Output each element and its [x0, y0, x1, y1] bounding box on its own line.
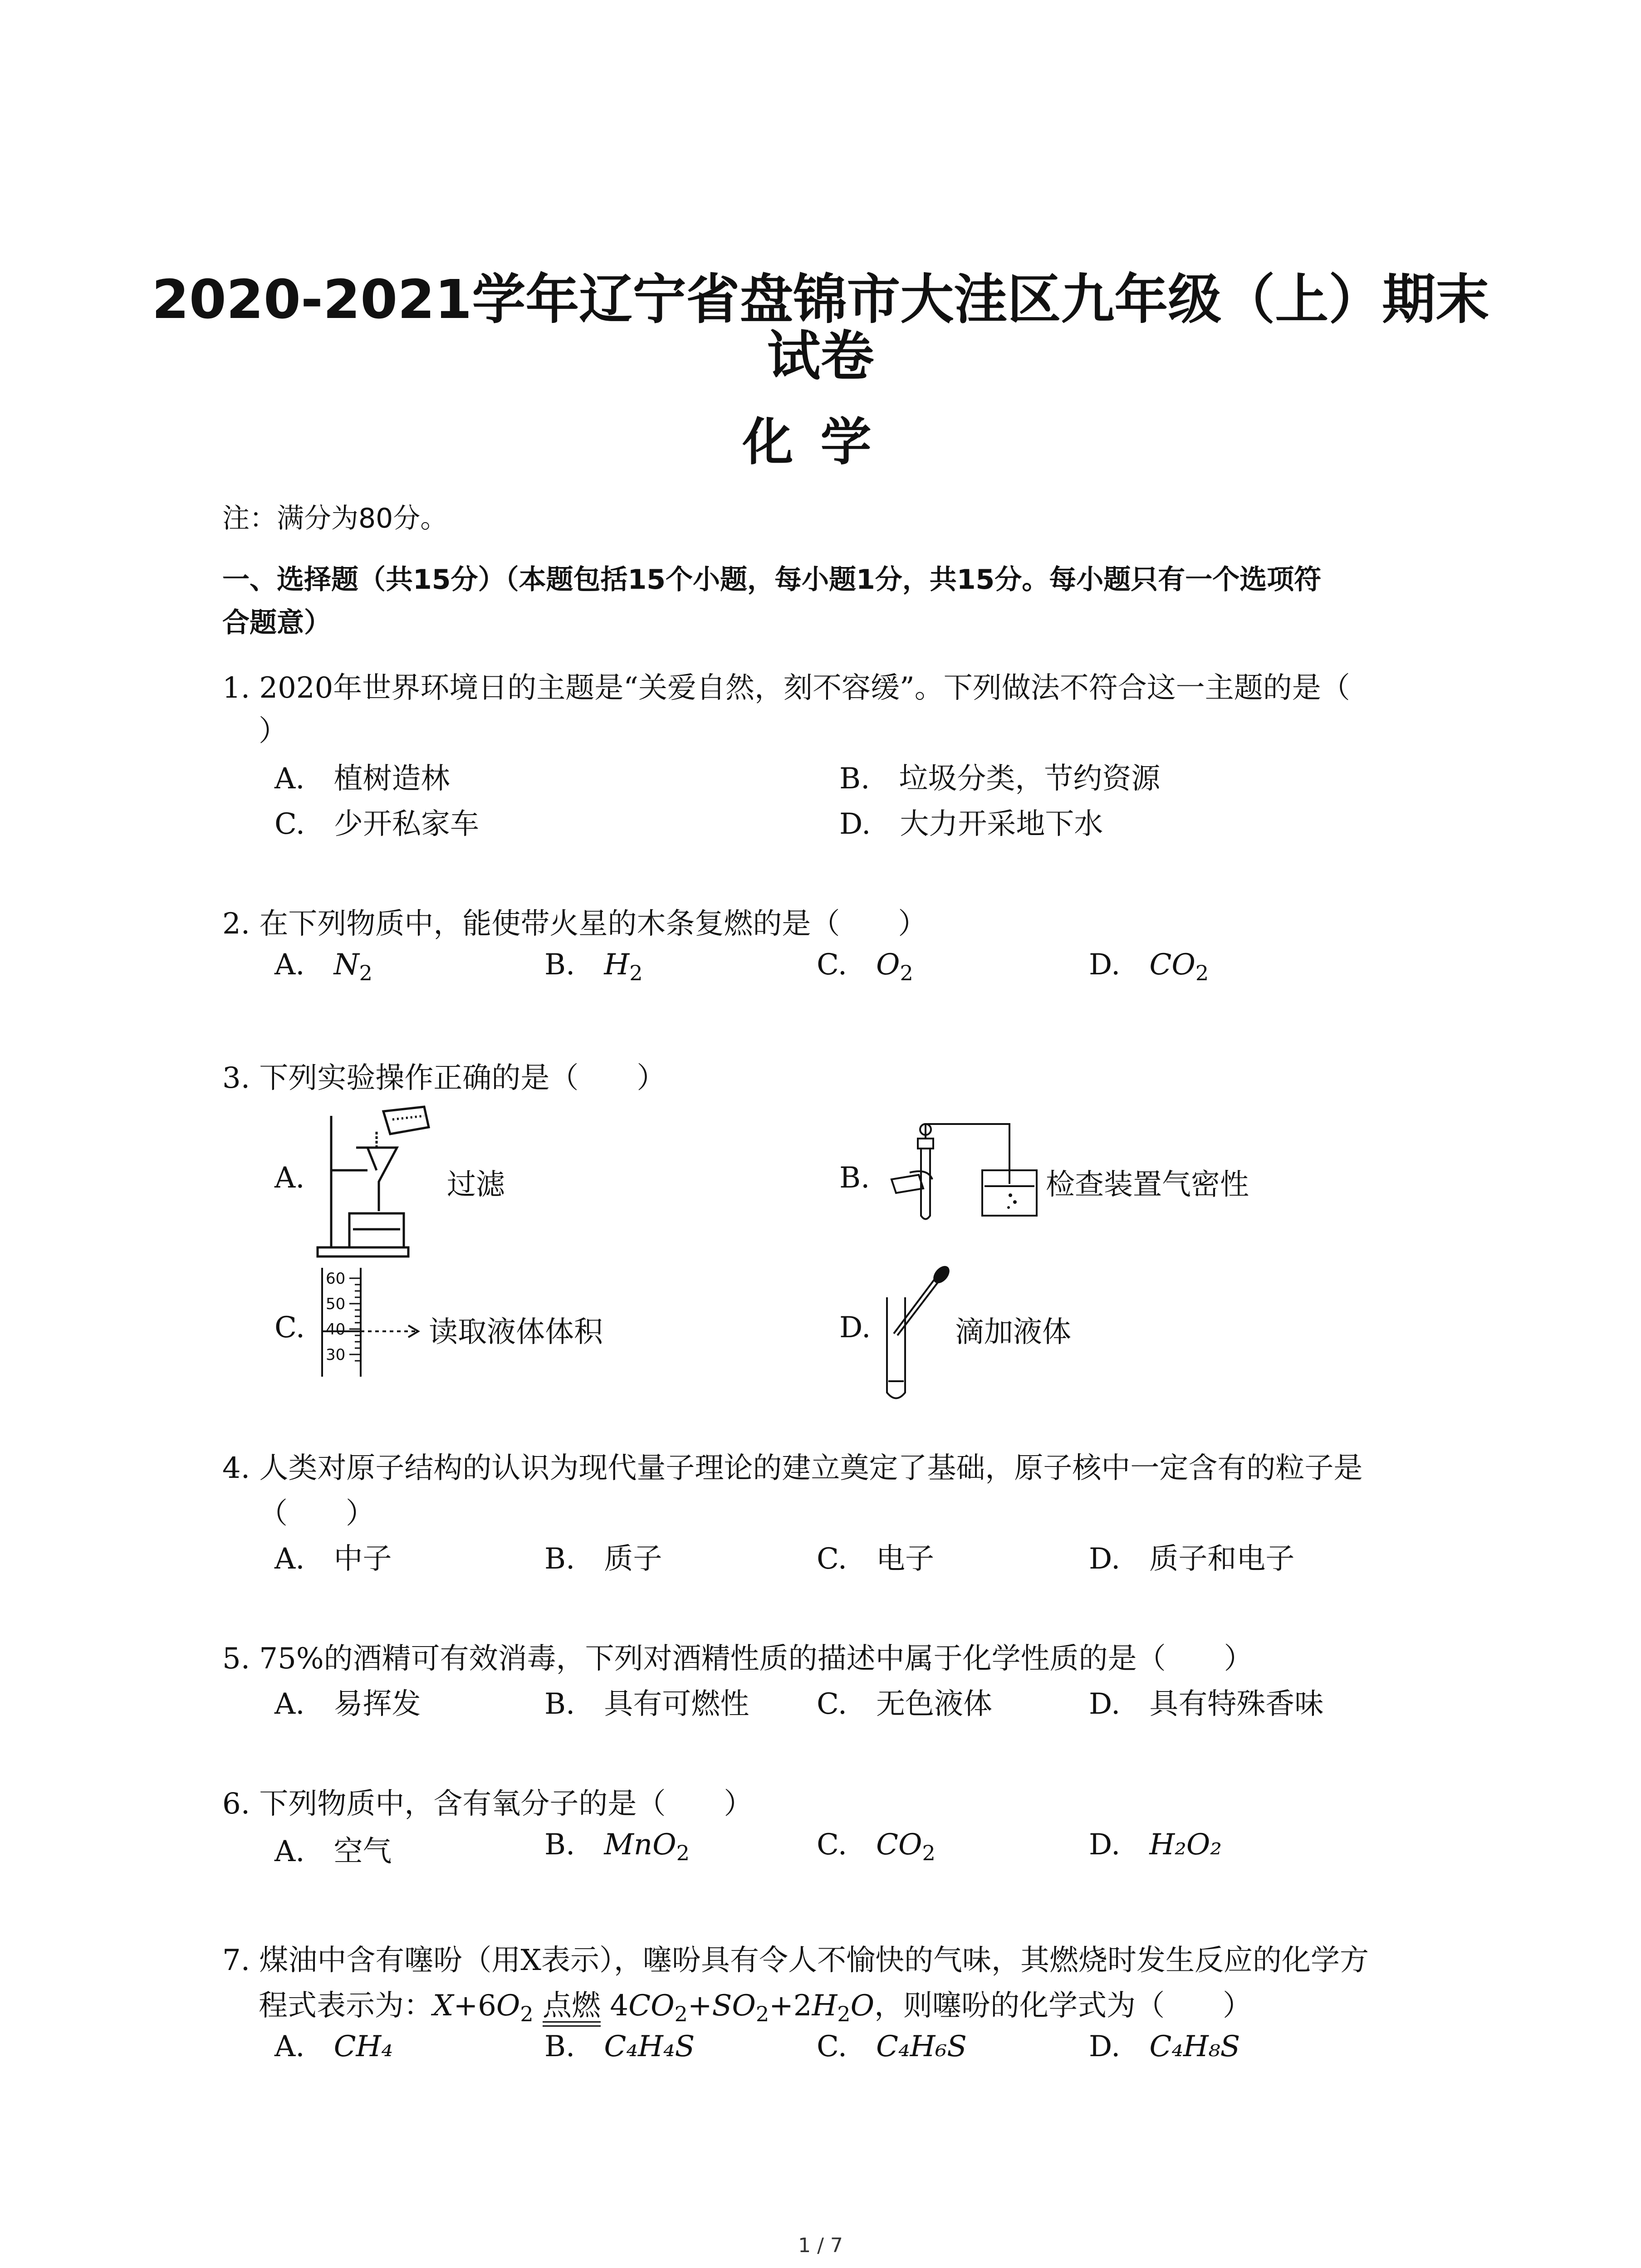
option-7d[interactable]: D. C₄H₈S [1089, 2030, 1240, 2063]
question-1-text-line2: ） [259, 714, 288, 748]
option-3c-text[interactable]: 读取液体体积 [429, 1315, 603, 1349]
option-7a[interactable]: A. CH₄ [274, 2030, 393, 2063]
tick-label: 40 [326, 1320, 346, 1339]
question-7: 7. 煤油中含有噻吩（用X表示），噻吩具有令人不愉快的气味，其燃烧时发生反应的化学方 [222, 1944, 1369, 1977]
question-5: 5. 75%的酒精可有效消毒，下列对酒精性质的描述中属于化学性质的是（ ） [222, 1642, 1253, 1676]
option-6b[interactable]: B. MnO$_2$ [544, 1828, 690, 1865]
option-5b[interactable]: B. 具有可燃性 [544, 1687, 749, 1721]
option-6c[interactable]: C. $CO_2$ [817, 1828, 936, 1865]
question-1 [222, 665, 1350, 706]
option-2c[interactable]: C. $O_2$ [817, 948, 913, 985]
option-3b-label[interactable]: B. [839, 1161, 870, 1195]
question-text: 2020年世界环境日的主题是“关爱自然，刻不容缓”。下列做法不符合这一主题的是（ [259, 671, 1350, 705]
score-note: 注：满分为80分。 [222, 503, 448, 534]
option-2d[interactable]: D. $CO_2$ [1089, 948, 1209, 985]
tick-label: 30 [326, 1346, 346, 1364]
exam-title-line2: 试卷 [767, 325, 874, 387]
exam-title-line1: 2020-2021学年辽宁省盘锦市大洼区九年级（上）期末 [152, 268, 1489, 331]
option-5d[interactable]: D. 具有特殊香味 [1089, 1687, 1324, 1721]
dropper-test-tube-image [880, 1266, 957, 1402]
question-6: 6. 下列物质中，含有氧分子的是（ ） [222, 1787, 753, 1821]
section-heading-line2: 合题意） [222, 607, 331, 639]
option-1c[interactable]: C. 少开私家车 [274, 807, 480, 841]
option-3c-label[interactable]: C. [274, 1311, 305, 1344]
option-4d[interactable]: D. 质子和电子 [1089, 1542, 1295, 1576]
question-4-text-line2: （ ） [259, 1497, 375, 1530]
question-3: 3. 下列实验操作正确的是（ ） [222, 1061, 666, 1095]
option-2a[interactable]: A. $N_2$ [274, 948, 372, 985]
option-5a[interactable]: A. 易挥发 [274, 1687, 421, 1721]
tick-label: 60 [326, 1270, 346, 1288]
reaction-condition: 点燃 [543, 1982, 601, 2024]
option-6a[interactable]: A. 空气 [274, 1835, 392, 1868]
section-heading-line1: 一、选择题（共15分）（本题包括15个小题，每小题1分，共15分。每小题只有一个选项符 [222, 564, 1322, 596]
option-4a[interactable]: A. 中子 [274, 1542, 392, 1576]
option-7c[interactable]: C. C₄H₆S [817, 2030, 967, 2063]
option-3b-text[interactable]: 检查装置气密性 [1046, 1168, 1249, 1202]
graduated-cylinder-image [313, 1266, 431, 1379]
subject-title: 化学 [742, 413, 899, 472]
option-1d[interactable]: D. 大力开采地下水 [839, 807, 1103, 841]
option-7b[interactable]: B. C₄H₄S [544, 2030, 695, 2063]
option-5c[interactable]: C. 无色液体 [817, 1687, 993, 1721]
question-7-equation-line: 程式表示为：$X+6O_2$ 点燃 $4CO_2+SO_2+2H_2O$，则噻吩的化学式为（ ） [259, 1982, 1252, 2026]
option-3d-label[interactable]: D. [839, 1311, 871, 1344]
option-4c[interactable]: C. 电子 [817, 1542, 935, 1576]
airtightness-check-image [892, 1120, 1041, 1225]
option-3d-text[interactable]: 滴加液体 [955, 1315, 1071, 1349]
cylinder-scale [349, 1278, 361, 1361]
question-number: 1. [222, 671, 250, 705]
option-2b[interactable]: B. $H_2$ [544, 948, 643, 985]
option-1a[interactable]: A. 植树造林 [274, 762, 450, 796]
question-4: 4. 人类对原子结构的认识为现代量子理论的建立奠定了基础，原子核中一定含有的粒子是 [222, 1452, 1363, 1485]
tick-label: 50 [326, 1295, 346, 1313]
option-6d[interactable]: D. H₂O₂ [1089, 1828, 1222, 1862]
question-2: 2. 在下列物质中，能使带火星的木条复燃的是（ ） [222, 907, 927, 941]
option-3a-label[interactable]: A. [274, 1161, 305, 1195]
option-4b[interactable]: B. 质子 [544, 1542, 662, 1576]
option-1b[interactable]: B. 垃圾分类，节约资源 [839, 762, 1161, 796]
page-number: 1 / 7 [798, 2234, 843, 2257]
option-3a-text[interactable]: 过滤 [447, 1168, 505, 1202]
filtration-apparatus-image [313, 1107, 449, 1261]
